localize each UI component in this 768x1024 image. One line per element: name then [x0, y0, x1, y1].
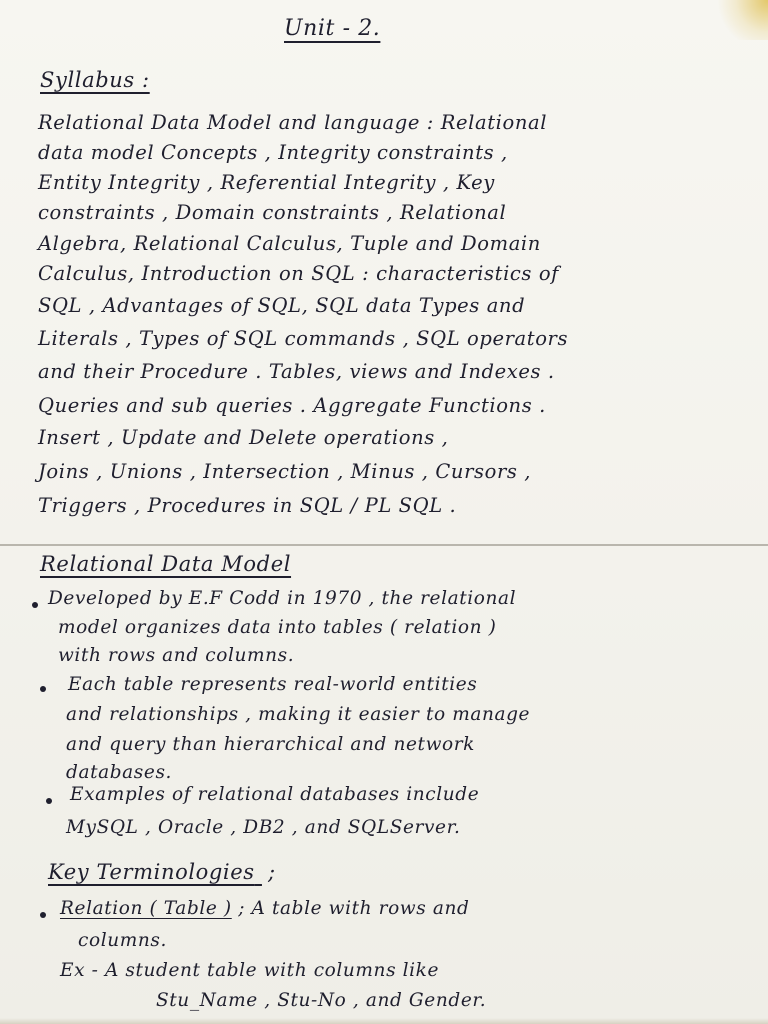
syllabus-line: and their Procedure . Tables, views and Indexes .	[38, 360, 555, 383]
term-relation: Relation ( Table )	[60, 898, 232, 919]
syllabus-line: data model Concepts , Integrity constraints ,	[38, 141, 508, 164]
syllabus-line: Relational Data Model and language : Relational	[38, 111, 548, 134]
bullet-dot	[40, 686, 46, 692]
page-title: Unit - 2.	[284, 16, 381, 41]
bullet-dot	[46, 798, 52, 804]
term-line-2: columns.	[78, 930, 167, 951]
key-terminologies-suffix: ;	[267, 860, 276, 884]
bullet-line: and query than hierarchical and network	[66, 734, 475, 755]
bullet-dot	[32, 602, 38, 608]
page-bottom-edge	[0, 1018, 768, 1024]
section-divider	[0, 544, 768, 546]
bullet-line: MySQL , Oracle , DB2 , and SQLServer.	[66, 817, 461, 838]
key-terminologies-heading	[48, 860, 276, 884]
example-line: Ex - A student table with columns like	[60, 960, 440, 981]
syllabus-line: Calculus, Introduction on SQL : characteristics of	[38, 262, 559, 285]
example-line: Stu_Name , Stu-No , and Gender.	[156, 990, 487, 1011]
bullet-line: Examples of relational databases include	[70, 784, 480, 805]
bullet-line: with rows and columns.	[58, 645, 295, 666]
page-corner-shadow	[708, 0, 768, 40]
term-line	[60, 898, 469, 919]
syllabus-line: Algebra, Relational Calculus, Tuple and Domain	[38, 232, 541, 255]
bullet-line: Developed by E.F Codd in 1970 , the relational	[48, 588, 517, 609]
bullet-dot	[40, 912, 46, 918]
key-terminologies-title: Key Terminologies	[48, 860, 255, 884]
syllabus-line: Entity Integrity , Referential Integrity , Key	[38, 171, 495, 194]
syllabus-heading: Syllabus :	[40, 68, 150, 92]
relational-data-model-heading: Relational Data Model	[40, 552, 292, 576]
syllabus-line: Insert , Update and Delete operations ,	[38, 426, 449, 449]
bullet-line: and relationships , making it easier to manage	[66, 704, 531, 725]
syllabus-line: Queries and sub queries . Aggregate Functions .	[38, 394, 546, 417]
bullet-line: Each table represents real-world entities	[68, 674, 478, 695]
bullet-line: databases.	[66, 762, 173, 783]
syllabus-line: constraints , Domain constraints , Relational	[38, 201, 507, 224]
syllabus-line: Joins , Unions , Intersection , Minus , Cursors ,	[38, 460, 532, 483]
syllabus-line: Triggers , Procedures in SQL / PL SQL .	[38, 494, 457, 517]
syllabus-line: SQL , Advantages of SQL, SQL data Types and	[38, 294, 526, 317]
term-definition: ; A table with rows and	[238, 898, 470, 919]
bullet-line: model organizes data into tables ( relation )	[58, 617, 497, 638]
syllabus-line: Literals , Types of SQL commands , SQL operators	[38, 327, 569, 350]
